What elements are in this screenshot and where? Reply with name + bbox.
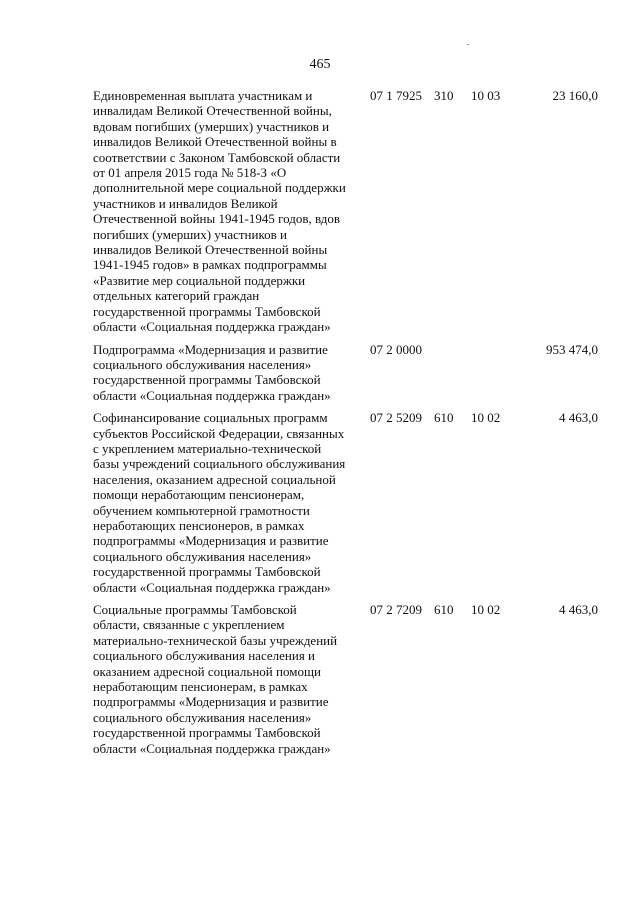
row-amount: 953 474,0 [546, 341, 598, 357]
row-target-article-code: 07 2 5209 [370, 410, 422, 426]
table-row [0, 410, 640, 595]
row-expense-type-code: 310 [434, 88, 454, 103]
row-target-article-code: 07 2 7209 [370, 602, 422, 617]
row-section-code: 10 02 [471, 410, 501, 426]
row-target-article-code: 07 1 7925 [370, 88, 422, 103]
scan-speck [467, 44, 469, 45]
row-description: Единовременная выплата участникам и инвалидам Великой Отечественной войны, вдовам погибших (умерших) участников и инвалидов Великой Отечественной войны в соответствии с Законом Тамбовской области от 01 апреля 2015 года № 518-З «О дополнительной мере социальной поддержки участников и инвалидов Великой Отечественной войны 1941-1945 годов, вдов погибших (умерших) участников и инвалидов Великой Отечественной войны 1941-1945 годов» в рамках подпрограммы «Развитие мер социальной поддержки отдельных категорий граждан государственной программы Тамбовской области «Социальная поддержка граждан» [93, 88, 346, 335]
row-amount: 4 463,0 [559, 410, 598, 426]
row-section-code: 10 03 [471, 88, 501, 103]
row-amount: 23 160,0 [552, 88, 598, 103]
table-row [0, 88, 640, 335]
table-row [0, 342, 640, 404]
table-row [0, 602, 640, 756]
row-target-article-code: 07 2 0000 [370, 341, 422, 357]
row-amount: 4 463,0 [559, 602, 598, 617]
row-section-code: 10 02 [471, 602, 501, 617]
row-description: Подпрограмма «Модернизация и развитие социального обслуживания населения» государственной программы Тамбовской области «Социальная поддержка граждан» [93, 341, 331, 403]
row-expense-type-code: 610 [434, 410, 454, 426]
row-description: Социальные программы Тамбовской области, связанные с укреплением материально-технической базы учреждений социального обслуживания населения и оказанием адресной социальной помощи неработающим пенсионерам, в рамках подпрограммы «Модернизация и развитие социального обслуживания населения» государственной программы Тамбовской области «Социальная поддержка граждан» [93, 602, 338, 756]
budget-table [0, 88, 640, 763]
row-description: Софинансирование социальных программ субъектов Российской Федерации, связанных с укреплением материально-технической базы учреждений социального обслуживания населения, оказанием адресной социальной помощи неработающим пенсионерам, обучением компьютерной грамотности неработающих пенсионеров, в рамках подпрограммы «Модернизация и развитие социального обслуживания населения» государственной программы Тамбовской области «Социальная поддержка граждан» [93, 410, 346, 595]
page-number: 465 [309, 57, 331, 72]
row-expense-type-code: 610 [434, 602, 454, 617]
